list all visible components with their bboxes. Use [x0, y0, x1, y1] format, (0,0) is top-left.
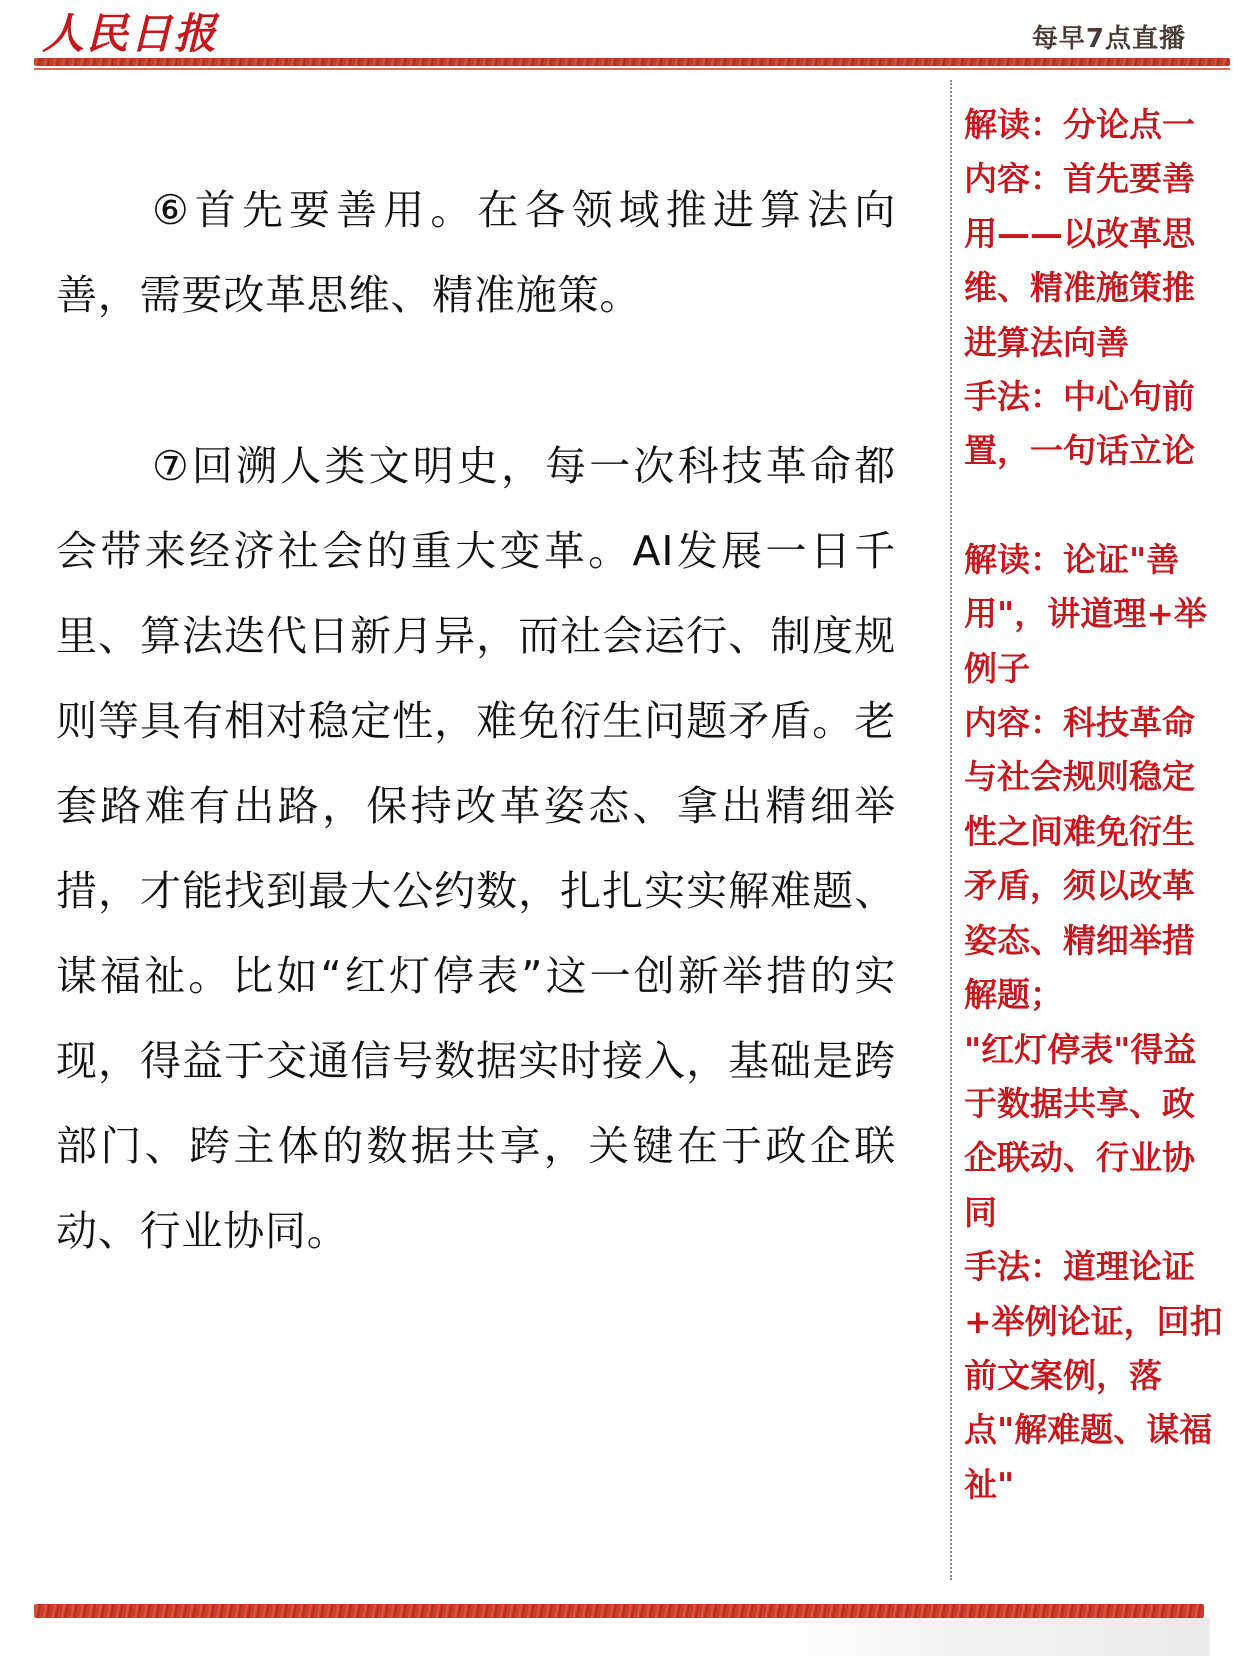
annotation-sidebar [964, 98, 1226, 1512]
paragraph-6: ⑥首先要善用。在各领域推进算法向善，需要改革思维、精准施策。 [56, 186, 896, 319]
annotation-content: 内容：首先要善用——以改革思维、精准施策推进算法向善 [964, 159, 1195, 362]
annotation-block-1 [964, 98, 1226, 479]
top-divider [34, 58, 1230, 66]
broadcast-label: 每早7点直播 [1031, 24, 1186, 54]
newspaper-logo: 人民日报 [42, 9, 219, 58]
annotation-reading: 解读：分论点一 [964, 105, 1195, 144]
annotation-reading: 解读：论证"善用"，讲道理+举例子 [964, 539, 1207, 688]
annotation-method: 手法：中心句前置，一句话立论 [964, 377, 1195, 471]
column-divider [950, 80, 952, 1580]
bottom-divider [34, 1604, 1204, 1618]
annotation-content: 内容：科技革命与社会规则稳定性之间难免衍生矛盾，须以改革姿态、精细举措解题； [964, 703, 1195, 1015]
annotation-content-case: "红灯停表"得益于数据共享、政企联动、行业协同 [964, 1029, 1197, 1232]
paragraph-7: ⑦回溯人类文明史，每一次科技革命都会带来经济社会的重大变革。AI发展一日千里、算法迭代日新月异，而社会运行、制度规则等具有相对稳定性，难免衍生问题矛盾。老套路难有出路，保持改革姿态、拿出精细举措，才能找到最大公约数，扎扎实实解难题、谋福祉。比如“红灯停表”这一创新举措的实现，得益于交通信号数据实时接入，基础是跨部门、跨主体的数据共享，关键在于政企联动、行业协同。 [56, 442, 896, 1255]
top-divider-thin [34, 68, 1230, 70]
article-body [56, 168, 896, 1274]
annotation-method: 手法：道理论证+举例论证，回扣前文案例，落点"解难题、谋福祉" [964, 1247, 1223, 1504]
annotation-block-2 [964, 533, 1226, 1512]
bottom-watermark-area [780, 1618, 1210, 1656]
